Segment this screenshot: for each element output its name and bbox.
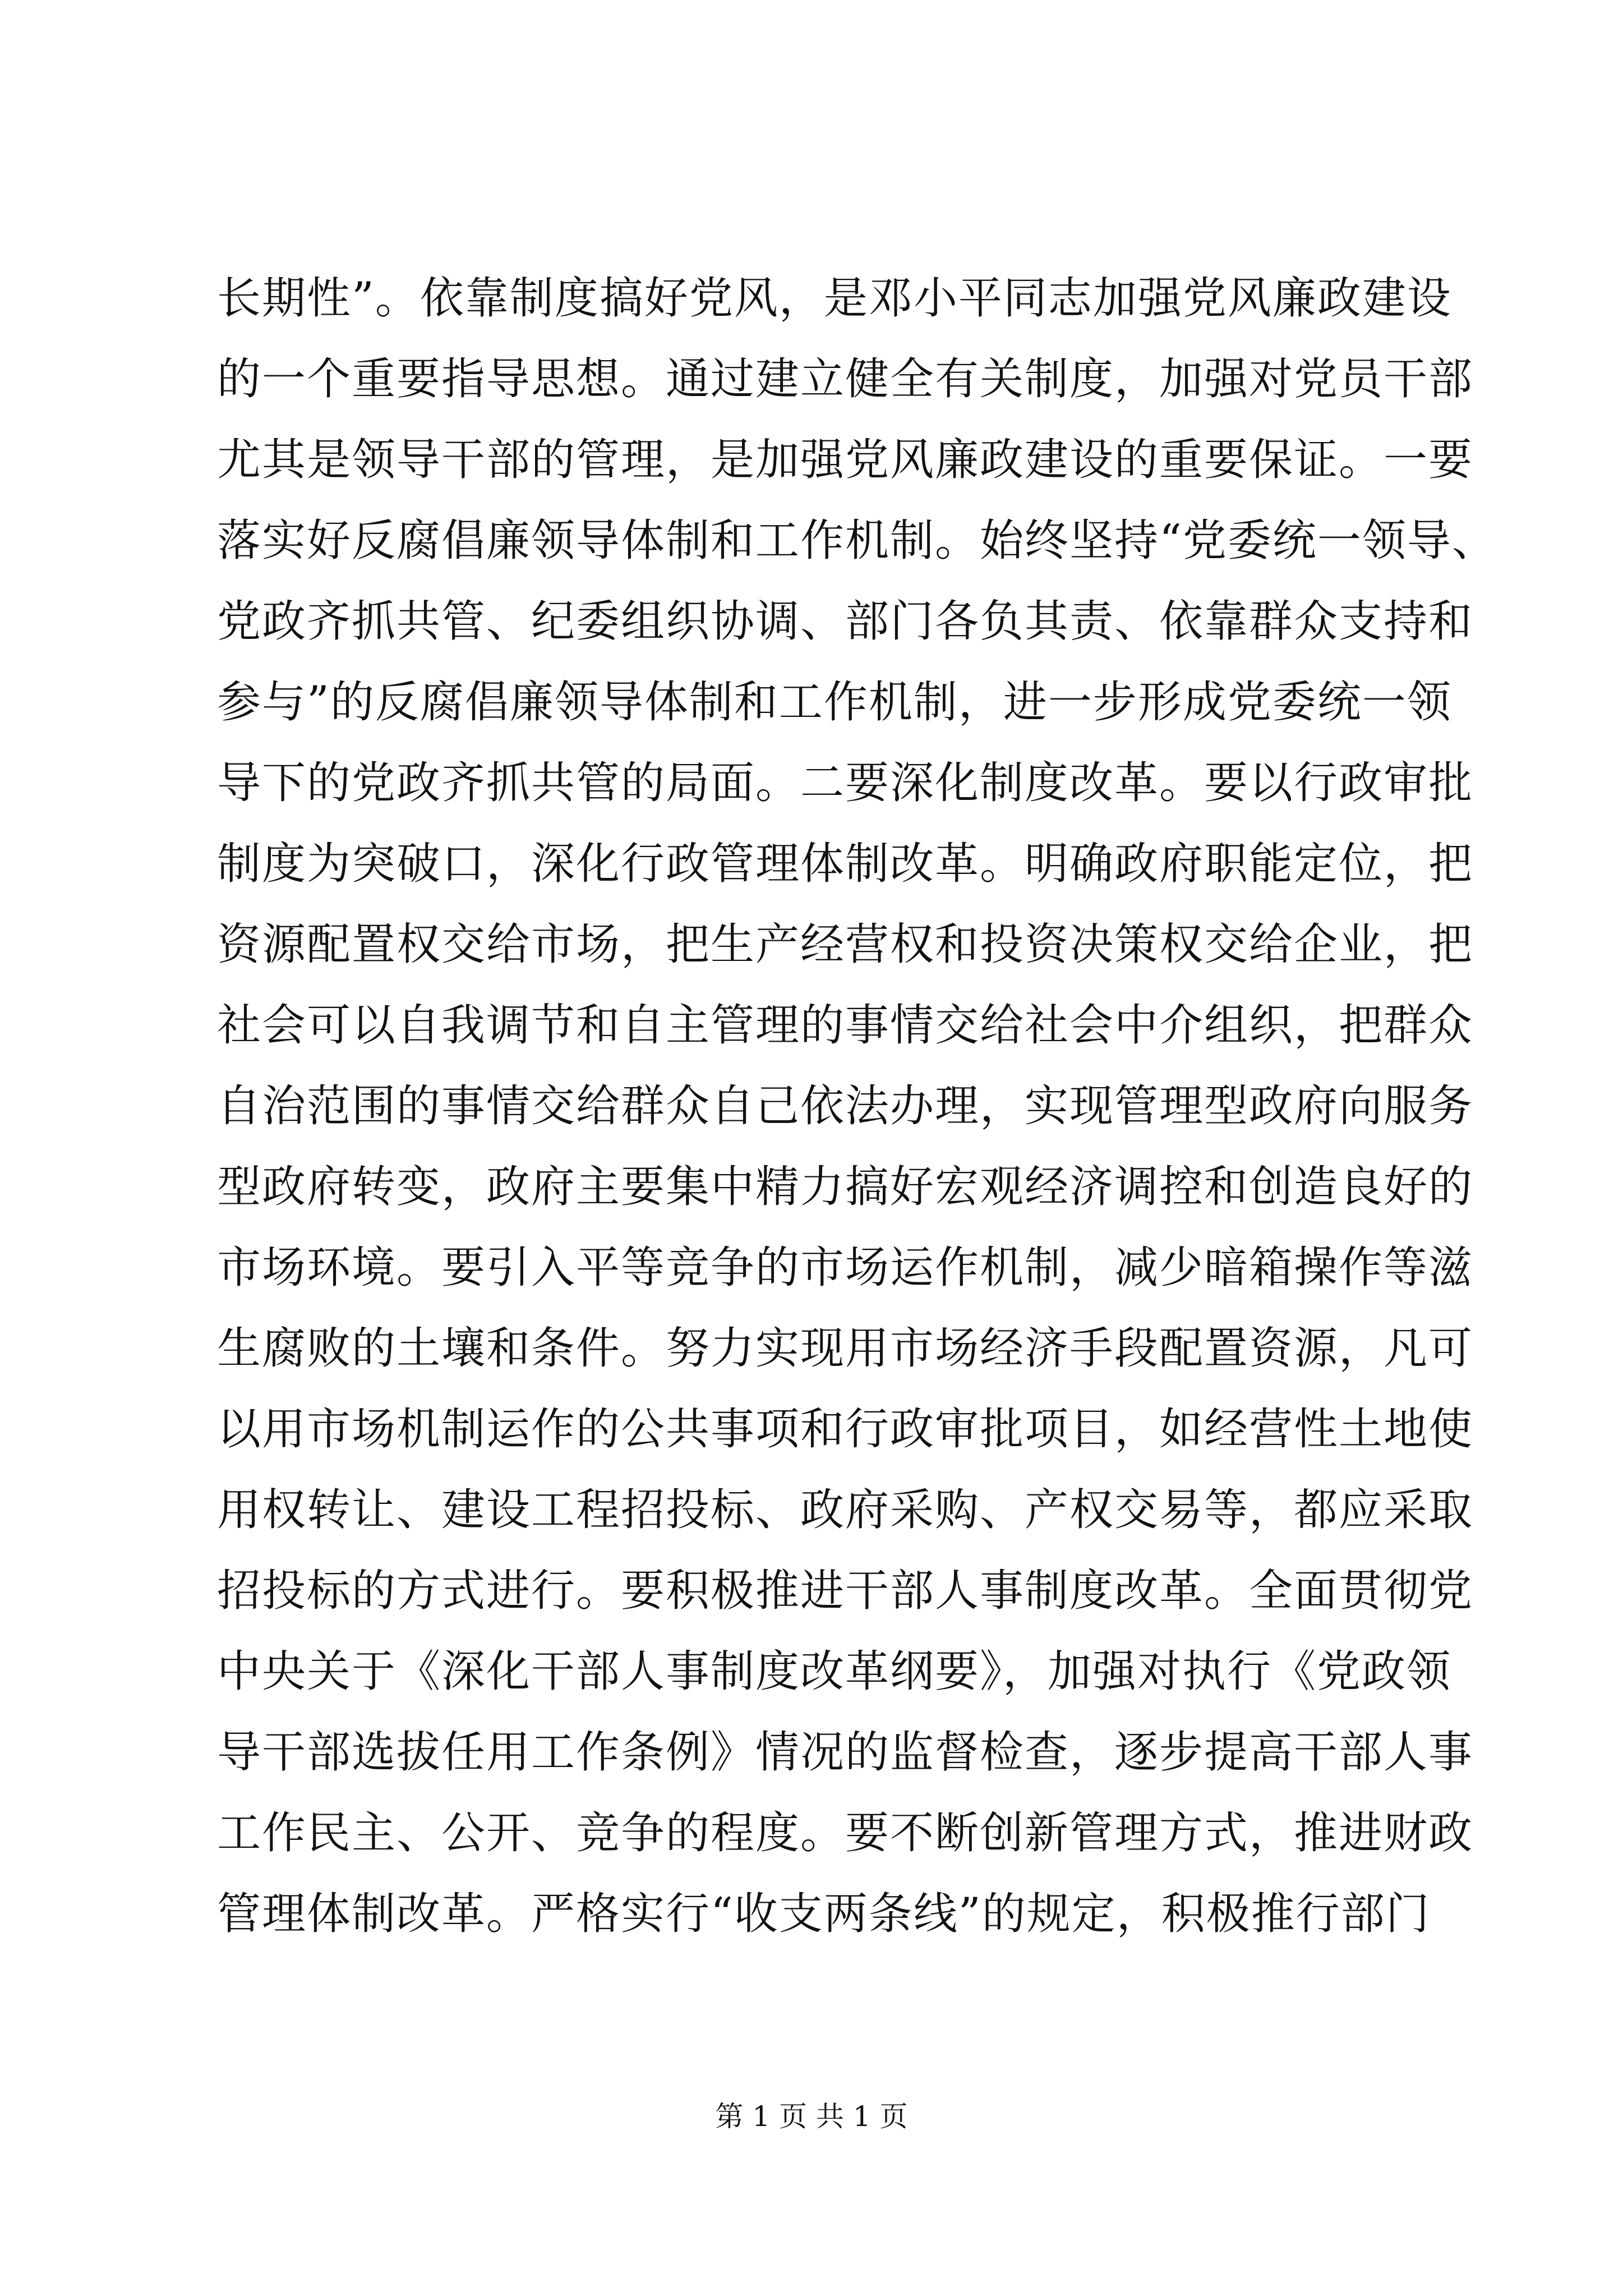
text-line: 参与”的反腐倡廉领导体制和工作机制，进一步形成党委统一领 [217,677,1452,728]
text-line: 尤其是领导干部的管理，是加强党风廉政建设的重要保证。一要 [217,435,1474,485]
text-line: 长期性”。依靠制度搞好党风，是邓小平同志加强党风廉政建设 [217,273,1452,324]
page-number-footer: 第 1 页 共 1 页 [715,2100,908,2133]
text-line: 制度为突破口，深化行政管理体制改革。明确政府职能定位，把 [217,839,1474,889]
text-line: 工作民主、公开、竞争的程度。要不断创新管理方式，推进财政 [217,1808,1474,1858]
text-line: 的一个重要指导思想。通过建立健全有关制度，加强对党员干部 [217,354,1474,404]
text-line: 招投标的方式进行。要积极推进干部人事制度改革。全面贯彻党 [217,1566,1474,1616]
text-line: 落实好反腐倡廉领导体制和工作机制。始终坚持“党委统一领导、 [217,516,1497,566]
body-text [217,258,1497,1954]
text-line: 以用市场机制运作的公共事项和行政审批项目，如经营性土地使 [217,1404,1474,1455]
text-line: 自治范围的事情交给群众自己依法办理，实现管理型政府向服务 [217,1081,1474,1131]
text-line: 社会可以自我调节和自主管理的事情交给社会中介组织，把群众 [217,1000,1474,1051]
text-line: 型政府转变，政府主要集中精力搞好宏观经济调控和创造良好的 [217,1162,1474,1212]
text-line: 党政齐抓共管、纪委组织协调、部门各负其责、依靠群众支持和 [217,596,1474,647]
text-line: 用权转让、建设工程招投标、政府采购、产权交易等，都应采取 [217,1485,1474,1535]
text-line: 资源配置权交给市场，把生产经营权和投资决策权交给企业，把 [217,919,1474,970]
text-line: 生腐败的土壤和条件。努力实现用市场经济手段配置资源，凡可 [217,1323,1474,1374]
text-line: 导干部选拔任用工作条例》情况的监督检查，逐步提高干部人事 [217,1727,1474,1778]
text-line: 中央关于《深化干部人事制度改革纲要》，加强对执行《党政领 [217,1646,1452,1697]
text-line: 导下的党政齐抓共管的局面。二要深化制度改革。要以行政审批 [217,758,1474,808]
text-line: 管理体制改革。严格实行“收支两条线”的规定，积极推行部门 [217,1889,1431,1939]
text-line: 市场环境。要引入平等竞争的市场运作机制，减少暗箱操作等滋 [217,1243,1474,1293]
